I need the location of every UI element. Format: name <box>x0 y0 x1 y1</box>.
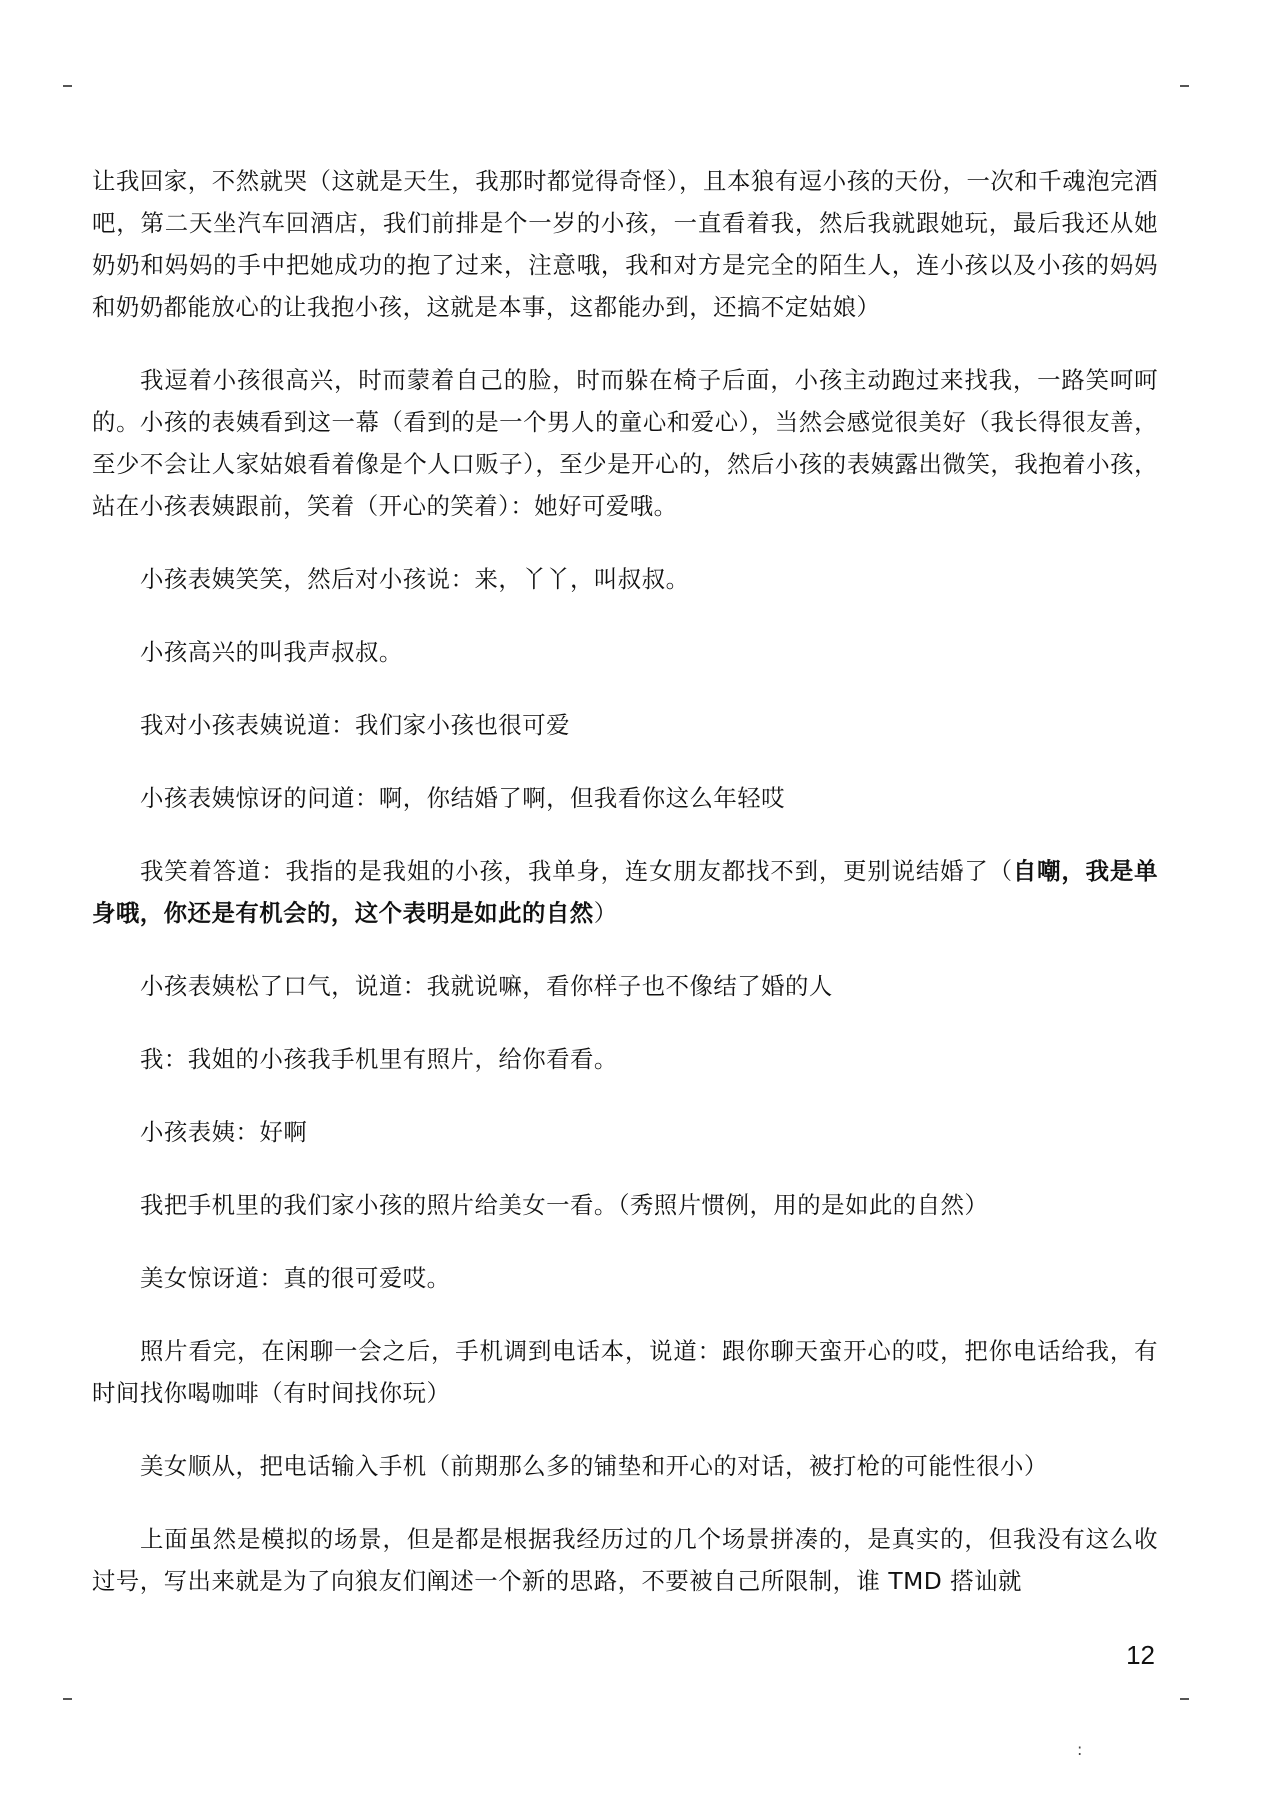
page-number: 12 <box>1126 1640 1155 1670</box>
paragraph: 上面虽然是模拟的场景，但是都是根据我经历过的几个场景拼凑的，是真实的，但我没有这么收过号，写出来就是为了向狼友们阐述一个新的思路，不要被自己所限制，谁 TMD 搭讪就 <box>92 1525 1158 1595</box>
stray-mark: : <box>1077 1740 1083 1759</box>
paragraph: 小孩表姨惊讶的问道：啊，你结婚了啊，但我看你这么年轻哎 <box>140 784 786 812</box>
paragraph: 让我回家，不然就哭（这就是天生，我那时都觉得奇怪），且本狼有逗小孩的天份，一次和千魂泡完酒吧，第二天坐汽车回酒店，我们前排是个一岁的小孩，一直看着我，然后我就跟她玩，最后我还从她奶奶和妈妈的手中把她成功的抱了过来，注意哦，我和对方是完全的陌生人，连小孩以及小孩的妈妈和奶奶都能放心的让我抱小孩，这就是本事，这都能办到，还搞不定姑娘） <box>92 167 1158 321</box>
bold-emphasis: 自嘲，我是单身哦，你还是有机会的，这个表明是如此的自然 <box>92 857 1158 927</box>
paragraph: 小孩表姨：好啊 <box>140 1118 308 1146</box>
crop-mark-bottom-right <box>1180 1698 1189 1700</box>
paragraph: 我对小孩表姨说道：我们家小孩也很可爱 <box>140 711 571 739</box>
body-text <box>92 160 1158 1633</box>
crop-mark-top-left <box>63 85 72 87</box>
paragraph: 我：我姐的小孩我手机里有照片，给你看看。 <box>140 1045 618 1073</box>
paragraph: 我把手机里的我们家小孩的照片给美女一看。（秀照片惯例，用的是如此的自然） <box>140 1191 989 1219</box>
paragraph-text: 我笑着答道：我指的是我姐的小孩，我单身，连女朋友都找不到，更别说结婚了（ <box>140 857 1013 885</box>
paragraph-with-bold <box>92 850 1158 934</box>
paragraph-text-tail: ） <box>593 899 618 927</box>
paragraph: 我逗着小孩很高兴，时而蒙着自己的脸，时而躲在椅子后面，小孩主动跑过来找我，一路笑呵呵的。小孩的表姨看到这一幕（看到的是一个男人的童心和爱心），当然会感觉很美好（我长得很友善，至少不会让人家姑娘看着像是个人口贩子），至少是开心的，然后小孩的表姨露出微笑，我抱着小孩，站在小孩表姨跟前，笑着（开心的笑着）：她好可爱哦。 <box>92 366 1158 520</box>
paragraph: 小孩高兴的叫我声叔叔。 <box>140 638 403 666</box>
paragraph: 照片看完，在闲聊一会之后，手机调到电话本，说道：跟你聊天蛮开心的哎，把你电话给我，有时间找你喝咖啡（有时间找你玩） <box>92 1337 1158 1407</box>
crop-mark-top-right <box>1180 85 1189 87</box>
crop-mark-bottom-left <box>63 1698 72 1700</box>
paragraph: 小孩表姨松了口气，说道：我就说嘛，看你样子也不像结了婚的人 <box>140 972 833 1000</box>
paragraph: 美女惊讶道：真的很可爱哎。 <box>140 1264 451 1292</box>
paragraph: 美女顺从，把电话输入手机（前期那么多的铺垫和开心的对话，被打枪的可能性很小） <box>140 1452 1048 1480</box>
paragraph: 小孩表姨笑笑，然后对小孩说：来，丫丫，叫叔叔。 <box>140 565 690 593</box>
